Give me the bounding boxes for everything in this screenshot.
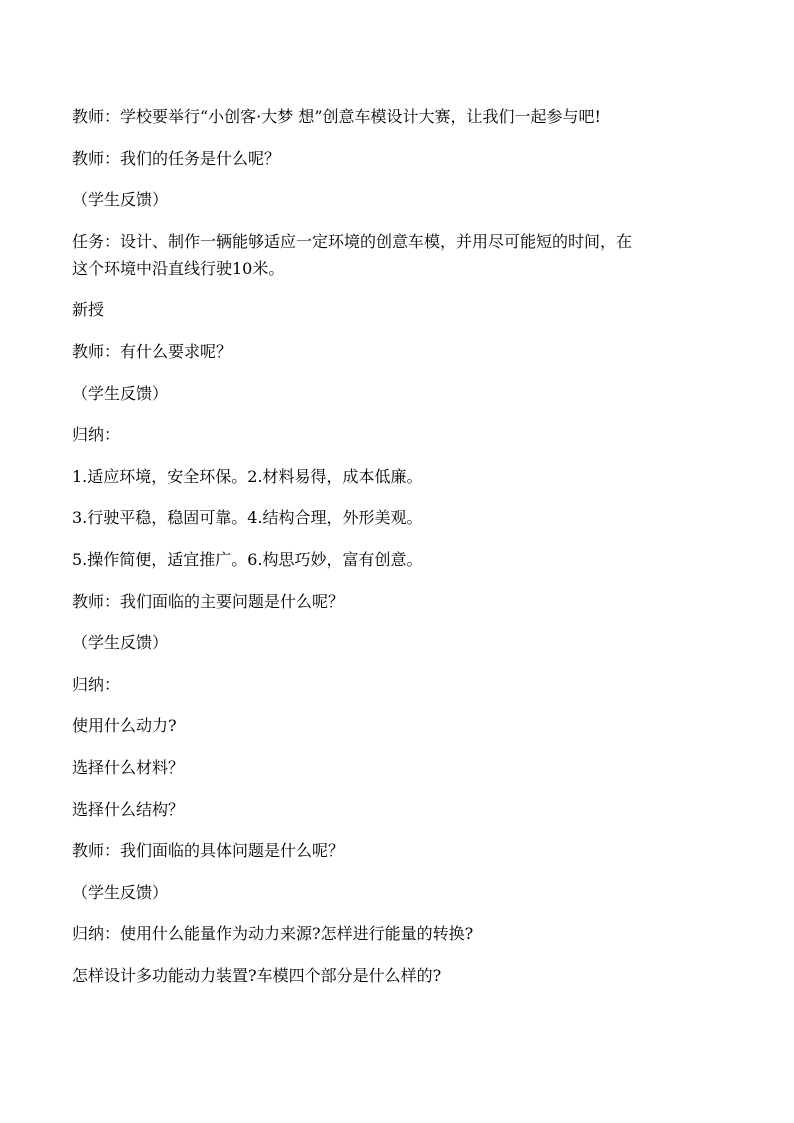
text-line: 教师：我们的任务是什么呢？ <box>72 148 281 168</box>
text-line: 怎样设计多功能动力装置?车模四个部分是什么样的? <box>72 965 442 985</box>
text-line: 新授 <box>72 300 105 320</box>
text-line: 教师：学校要举行“小创客·大梦 想”创意车模设计大赛，让我们一起参与吧! <box>72 107 601 126</box>
text-line: 教师：我们面临的具体问题是什么呢？ <box>72 841 345 861</box>
text-line: 任务：设计、制作一辆能够适应一定环境的创意车模，并用尽可能短的时间，在 <box>72 231 633 251</box>
text-line: 3.行驶平稳，稳固可靠。4.结构合理，外形美观。 <box>72 508 423 528</box>
text-line: 1.适应环境，安全环保。2.材料易得，成本低廉。 <box>72 466 423 486</box>
text-line: （学生反馈） <box>72 882 169 902</box>
text-line: 教师：我们面临的主要问题是什么呢？ <box>72 591 345 611</box>
text-line: 选择什么材料？ <box>72 757 185 777</box>
text-line: （学生反馈） <box>72 190 169 210</box>
document-body <box>72 103 732 1003</box>
text-line: 5.操作简便，适宜推广。6.构思巧妙，富有创意。 <box>72 549 423 569</box>
text-line: 归纳： <box>72 425 121 445</box>
text-line: 选择什么结构？ <box>72 799 185 819</box>
text-line: （学生反馈） <box>72 383 169 403</box>
text-line: （学生反馈） <box>72 633 169 653</box>
text-line: 归纳：使用什么能量作为动力来源?怎样进行能量的转换? <box>72 924 474 944</box>
text-line: 使用什么动力? <box>72 716 177 736</box>
text-line: 这个环境中沿直线行驶10米。 <box>72 258 285 278</box>
text-line: 归纳： <box>72 674 121 694</box>
text-line: 教师：有什么要求呢？ <box>72 341 233 361</box>
